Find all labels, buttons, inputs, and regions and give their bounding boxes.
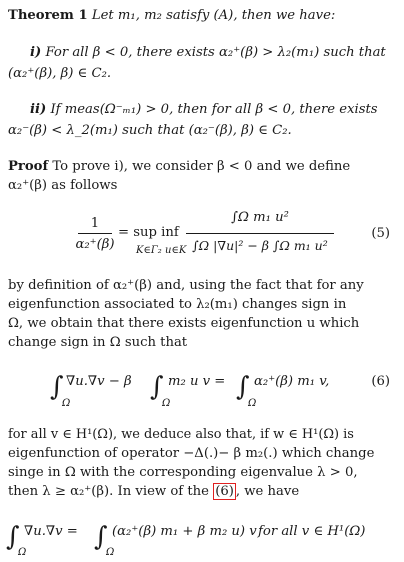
eq5-rhs-bar [186, 233, 334, 234]
theorem-item-ii-line1 [30, 100, 404, 119]
eq6-domain-2: Ω [162, 398, 171, 409]
eq5-lhs-numerator: 1 [90, 216, 100, 231]
theorem-item-i-line1 [30, 43, 404, 62]
theorem-heading-line [8, 6, 404, 25]
eq5-rhs-numerator: ∫Ω m₁ u² [231, 210, 289, 225]
eq7-domain-2: Ω [106, 547, 115, 558]
para3-line3: singe in Ω with the corresponding eigenvalue λ > 0, [8, 465, 358, 480]
eq7-part3: for all v ∈ H¹(Ω) [258, 524, 366, 539]
eq6-integral-2 [150, 372, 164, 402]
theorem-item-ii-line2: α₂⁻(β) < λ_2(m₁) such that (α₂⁻(β), β) ∈ C₂. [8, 123, 292, 138]
eq6-domain-1: Ω [62, 398, 71, 409]
proof-line2: α₂⁺(β) as follows [8, 178, 118, 193]
integral-sign-icon: ∫ [6, 522, 20, 552]
para3-line4-start: then λ ≥ α₂⁺(β). In view of the [8, 484, 209, 499]
eq5-number: (5) [371, 226, 390, 241]
proof-text-1: To prove i), we consider β < 0 and we define [52, 159, 351, 174]
item-ii-label: ii) [30, 102, 47, 117]
integral-sign-icon: ∫ [150, 372, 164, 402]
para3-line4-end: , we have [235, 484, 300, 499]
item-i-text: For all β < 0, there exists α₂⁺(β) > λ₂(m₁) such that [45, 45, 386, 60]
para3-line4 [8, 482, 404, 501]
eq6-domain-3: Ω [248, 398, 257, 409]
eq6-number: (6) [371, 374, 390, 389]
eq6-integral-1 [50, 372, 64, 402]
integral-sign-icon: ∫ [50, 372, 64, 402]
item-ii-text: If meas(Ω⁻ₘ₁) > 0, then for all β < 0, there exists [50, 102, 378, 117]
eq6-integral-3 [236, 372, 250, 402]
eq5-operator: = sup inf [118, 225, 179, 240]
eq5-sup-inf-subscript: K∈Γ₂ u∈K [136, 245, 187, 256]
para2-line4: change sign in Ω such that [8, 335, 188, 350]
theorem-label: Theorem 1 [8, 8, 88, 23]
para3-line1: for all v ∈ H¹(Ω), we deduce also that, if w ∈ H¹(Ω) is [8, 427, 354, 442]
integral-sign-icon: ∫ [94, 522, 108, 552]
eq6-part1: ∇u.∇v − β [66, 374, 132, 389]
theorem-statement: Let m₁, m₂ satisfy (A), then we have: [91, 8, 336, 23]
eq5-rhs-denominator: ∫Ω |∇u|² − β ∫Ω m₁ u² [192, 238, 328, 253]
proof-line1 [8, 157, 404, 176]
equation-6-reference-link[interactable]: (6) [215, 484, 234, 499]
para2-line1: by definition of α₂⁺(β) and, using the fact that for any [8, 278, 364, 293]
eq6-part2: m₂ u v = [168, 374, 226, 389]
eq7-part1: ∇u.∇v = [24, 524, 78, 539]
theorem-item-i-line2: (α₂⁺(β), β) ∈ C₂. [8, 66, 112, 81]
para2-line3: Ω, we obtain that there exists eigenfunction u which [8, 316, 360, 331]
eq5-lhs-denominator: α₂⁺(β) [75, 237, 115, 252]
item-i-label: i) [30, 45, 42, 60]
eq6-part3: α₂⁺(β) m₁ v, [254, 374, 330, 389]
eq5-lhs-bar [78, 233, 112, 234]
para3-line2: eigenfunction of operator −Δ(.)− β m₂(.) which change [8, 446, 375, 461]
eq7-domain-1: Ω [18, 547, 27, 558]
para2-line2: eigenfunction associated to λ₂(m₁) changes sign in [8, 297, 347, 312]
proof-label: Proof [8, 159, 49, 174]
eq7-part2: (α₂⁺(β) m₁ + β m₂ u) v [112, 524, 257, 539]
integral-sign-icon: ∫ [236, 372, 250, 402]
